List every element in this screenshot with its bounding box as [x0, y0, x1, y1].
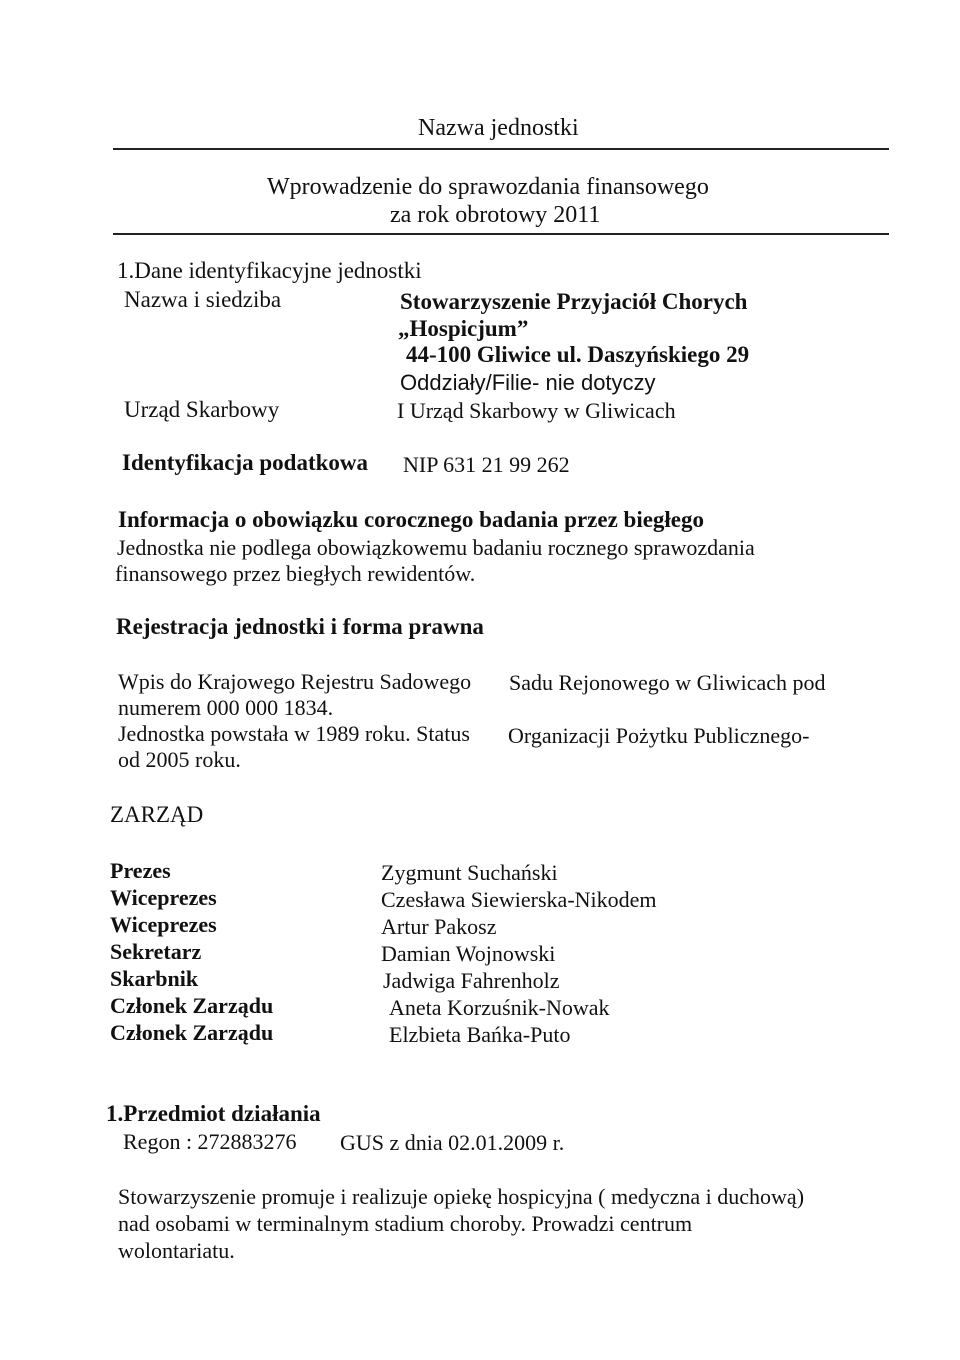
activity-text-line2: nad osobami w terminalnym stadium choroby. Prowadzi centrum [118, 1211, 693, 1236]
board-member-name: Jadwiga Fahrenholz [383, 968, 560, 993]
tax-office-value: I Urząd Skarbowy w Gliwicach [397, 398, 676, 423]
board-member-name: Aneta Korzuśnik-Nowak [389, 995, 610, 1020]
name-label: Nazwa i siedziba [124, 287, 282, 312]
activity-heading: 1.Przedmiot działania [106, 1101, 321, 1126]
board-member-name: Zygmunt Suchański [381, 860, 558, 885]
registration-line2: numerem 000 000 1834. [118, 695, 334, 720]
tax-id-value: NIP 631 21 99 262 [403, 452, 570, 477]
unit-name-label: Nazwa jednostki [418, 115, 579, 141]
registration-line3b: Organizacji Pożytku Publicznego- [508, 723, 810, 748]
registration-line4: od 2005 roku. [118, 747, 241, 772]
board-role: Skarbnik [110, 966, 199, 991]
name-value-line1: Stowarzyszenie Przyjaciół Chorych [400, 289, 748, 314]
branches: Oddziały/Filie- nie dotyczy [400, 370, 656, 395]
registration-heading: Rejestracja jednostki i forma prawna [116, 614, 484, 639]
header-rule-bottom [113, 233, 889, 235]
report-title-line1: Wprowadzenie do sprawozdania finansowego [267, 174, 709, 200]
board-role: Wiceprezes [110, 885, 217, 910]
board-role: Członek Zarządu [110, 993, 274, 1018]
header-rule-top [113, 148, 889, 150]
board-role: Członek Zarządu [110, 1020, 274, 1045]
board-member-name: Czesława Siewierska-Nikodem [381, 887, 657, 912]
activity-text-line1: Stowarzyszenie promuje i realizuje opiekę hospicyjna ( medyczna i duchową) [118, 1184, 805, 1209]
audit-text-line2: finansowego przez biegłych rewidentów. [115, 561, 476, 586]
board-role: Wiceprezes [110, 912, 217, 937]
registration-line1b: Sadu Rejonowego w Gliwicach pod [509, 670, 826, 695]
board-role: Prezes [110, 858, 171, 883]
identification-heading: 1.Dane identyfikacyjne jednostki [117, 258, 422, 283]
audit-text-line1: Jednostka nie podlega obowiązkowemu badaniu rocznego sprawozdania [117, 535, 755, 560]
board-member-name: Elzbieta Bańka-Puto [389, 1022, 571, 1047]
audit-heading: Informacja o obowiązku corocznego badania przez biegłego [118, 507, 705, 532]
board-role: Sekretarz [110, 939, 202, 964]
report-title-line2: za rok obrotowy 2011 [390, 202, 601, 228]
board-member-name: Artur Pakosz [381, 914, 497, 939]
gus-date: GUS z dnia 02.01.2009 r. [340, 1130, 565, 1155]
tax-office-label: Urząd Skarbowy [124, 397, 280, 422]
activity-text-line3: wolontariatu. [118, 1238, 235, 1263]
name-value-line2: „Hospicjum” [398, 316, 529, 341]
board-heading: ZARZĄD [110, 802, 204, 827]
tax-id-label: Identyfikacja podatkowa [122, 450, 369, 475]
registration-line3a: Jednostka powstała w 1989 roku. Status [118, 721, 470, 746]
address: 44-100 Gliwice ul. Daszyńskiego 29 [406, 342, 750, 367]
regon-number: Regon : 272883276 [123, 1129, 297, 1154]
board-member-name: Damian Wojnowski [381, 941, 556, 966]
registration-line1a: Wpis do Krajowego Rejestru Sadowego [118, 669, 472, 694]
